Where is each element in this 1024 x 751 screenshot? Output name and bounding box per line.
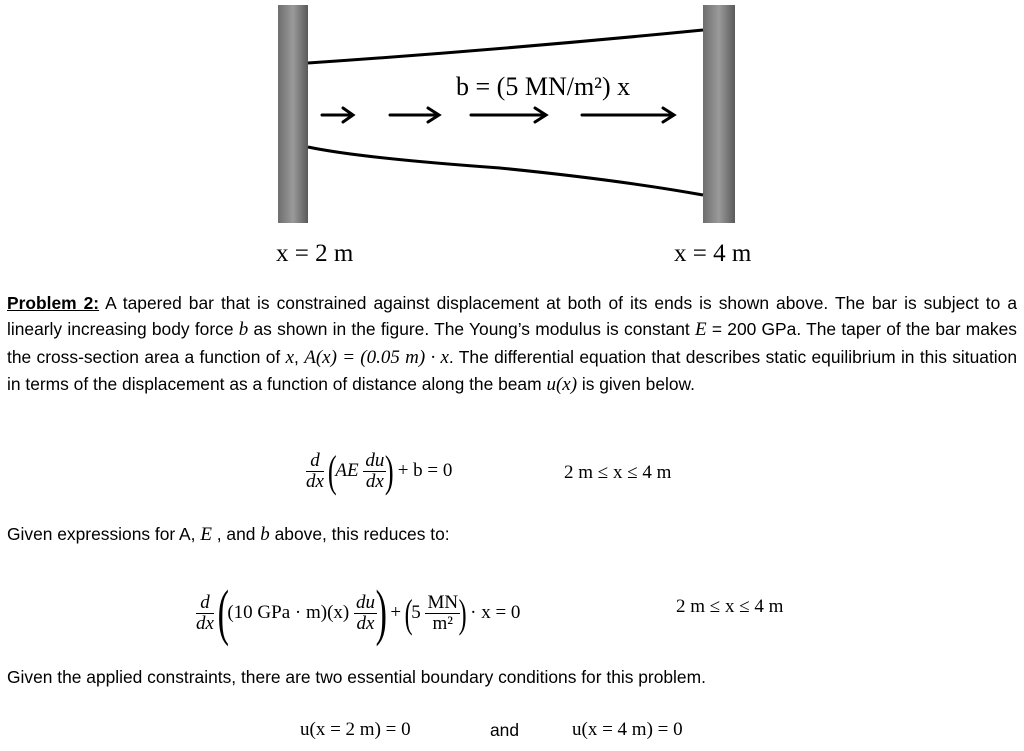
problem-heading: Problem 2: xyxy=(7,293,100,313)
equation-2-domain: 2 m ≤ x ≤ 4 m xyxy=(676,596,784,617)
right-end-label: x = 4 m xyxy=(674,240,752,267)
problem-statement: Problem 2: A tapered bar that is constrained against displacement at both of its ends is shown above. The bar is subject to a linearly increasing body force b as shown in the figure. The Young’s modulus is constant E = 200 GPa. The taper of the bar makes the cross-section area a function of x, A(x) = (0.05 m) · x. The differential equation that describes static equilibrium in this situation in terms of the displacement as a function of distance along the beam u(x) is given below. xyxy=(7,293,1018,396)
right-wall xyxy=(703,5,735,223)
left-wall xyxy=(278,5,308,223)
given-expressions-line: Given expressions for A, E , and b above, this reduces to: xyxy=(7,524,450,545)
boundary-condition-right: u(x = 4 m) = 0 xyxy=(572,719,683,740)
boundary-conditions-intro: Given the applied constraints, there are two essential boundary conditions for this problem. xyxy=(7,667,706,687)
left-end-label: x = 2 m xyxy=(276,240,354,267)
tapered-bar-figure xyxy=(0,0,1024,280)
body-force-arrows xyxy=(322,108,674,122)
bar-top-edge xyxy=(308,30,703,63)
equilibrium-equation: $\frac{d}{dx}$ (AE $\frac{du}{dx}$ ) + b = 0 xyxy=(306,447,453,496)
equation-1-domain: 2 m ≤ x ≤ 4 m xyxy=(564,462,672,483)
boundary-condition-left: u(x = 2 m) = 0 xyxy=(300,719,411,740)
boundary-connector: and xyxy=(490,720,520,740)
body-force-label: b = (5 MN/m²) x xyxy=(456,72,631,101)
bar-bottom-edge xyxy=(308,147,703,195)
area-expression: A(x) = (0.05 m) · x xyxy=(304,346,449,368)
reduced-equation: $\frac{d}{dx}$ ((10 GPa · m)(x) $\frac{du}{dx}$ ) + (5 $\frac{MN}{\text{m²}}$ ) · x = 0 xyxy=(196,579,521,647)
